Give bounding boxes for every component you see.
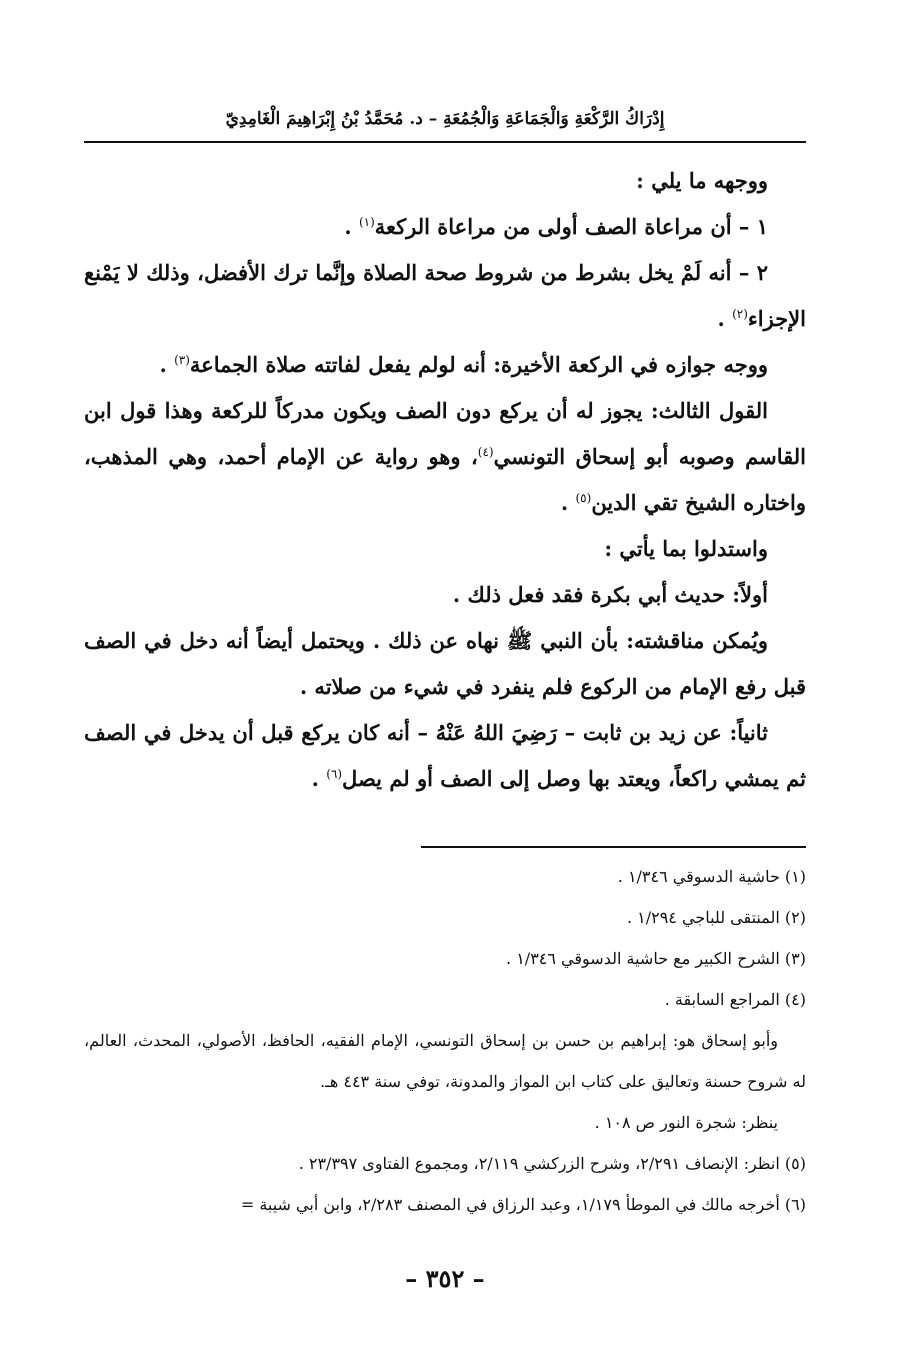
footnote-1: (١) حاشية الدسوقي ١/٣٤٦ . [617, 867, 806, 886]
footnote-4: (٤) المراجع السابقة . [664, 990, 806, 1009]
footnote-2: (٢) المنتقى للباجي ١/٢٩٤ . [626, 908, 806, 927]
second-evidence-text-b: – أنه كان يركع قبل أن يدخل في الصف ثم يمشي راكعاً، ويعتد بها وصل إلى الصف أو لم يصل [84, 720, 806, 791]
paragraph-evidence-intro [84, 526, 806, 572]
footnote-6: (٦) أخرجه مالك في الموطأ ١/١٧٩، وعبد الرزاق في المصنف ٢/٢٨٣، وابن أبي شيبة = [240, 1195, 806, 1214]
footnote-4-see: ينظر: شجرة النور ص ١٠٨ . [594, 1113, 778, 1132]
evidence-intro-text: واستدلوا بما يأتي : [604, 536, 768, 561]
discussion-text-a: ويُمكن مناقشته: بأن النبي [540, 628, 769, 653]
paragraph-point-2 [84, 250, 806, 342]
point-2-end: . [717, 306, 733, 331]
point-2-text: ٢ – أنه لَمْ يخل بشرط من شروط صحة الصلاة وإنَّما ترك الأفضل، وذلك لا يَمْنع الإجزاء [84, 260, 806, 331]
honorific-phrase: رَضِيَ اللهُ عَنْهُ [435, 720, 558, 745]
main-text [84, 158, 806, 802]
document-page [84, 0, 806, 1367]
paragraph-first-evidence [84, 572, 806, 618]
paragraph-second-evidence [84, 710, 806, 802]
footnote-ref-3[interactable]: (٣) [174, 353, 190, 367]
paragraph-discussion [84, 618, 806, 710]
footnote-ref-6[interactable]: (٦) [326, 767, 343, 781]
footnote-ref-2[interactable]: (٢) [732, 307, 748, 321]
point-1-text: ١ – أن مراعاة الصف أولى من مراعاة الركعة [374, 214, 768, 239]
paragraph-intro [84, 158, 806, 204]
paragraph-intro-text: ووجهه ما يلي : [636, 168, 768, 193]
salutation-glyph: ﷺ [506, 628, 533, 653]
footnote-3: (٣) الشرح الكبير مع حاشية الدسوقي ١/٣٤٦ . [506, 949, 806, 968]
last-rakah-text: ووجه جوازه في الركعة الأخيرة: أنه لولم يفعل لفاتته صلاة الجماعة [189, 352, 768, 377]
discussion-text-b: نهاه عن ذلك . ويحتمل أيضاً أنه دخل في الصف قبل رفع الإمام من الركوع فلم ينفرد في شيء من صلاته . [84, 628, 806, 699]
first-evidence-text: أولاً: حديث أبي بكرة فقد فعل ذلك . [452, 582, 768, 607]
footnotes [84, 856, 806, 1225]
second-evidence-end: . [311, 766, 327, 791]
footnote-4-note: وأبو إسحاق هو: إبراهيم بن حسن بن إسحاق التونسي، الإمام الفقيه، الحافظ، الأصولي، المحدث، العالم، له شروح حسنة وتعاليق على كتاب ابن المواز والمدونة، توفي سنة ٤٤٣ هـ. [84, 1031, 806, 1091]
third-opinion-text-b: ، وهو رواية عن الإمام أحمد، وهي المذهب، واختاره الشيخ تقي الدين [84, 444, 806, 515]
second-evidence-text-a: ثانياً: عن زيد بن ثابت – [564, 720, 769, 745]
paragraph-last-rakah [84, 342, 806, 388]
footnote-ref-5[interactable]: (٥) [575, 491, 592, 505]
last-rakah-end: . [159, 352, 175, 377]
footnote-5: (٥) انظر: الإنصاف ٢/٢٩١، وشرح الزركشي ٢/١١٩، ومجموع الفتاوى ٢٣/٣٩٧ . [298, 1154, 806, 1173]
point-1-end: . [344, 214, 359, 239]
running-header: إِدْرَاكُ الرَّكْعَةِ وَالْجَمَاعَةِ وَالْجُمُعَةِ – د. مُحَمَّدُ بْنُ إِبْرَاهِيمَ الْغَامِدِيّ [225, 109, 665, 129]
paragraph-third-opinion [84, 388, 806, 526]
footnote-ref-1[interactable]: (١) [358, 215, 375, 229]
footnote-rule [421, 846, 806, 848]
paragraph-point-1 [84, 204, 806, 250]
third-opinion-text-a: القول الثالث: يجوز له أن يركع دون الصف ويكون مدركاً للركعة وهذا قول ابن القاسم وصوبه أبو إسحاق التونسي [84, 398, 807, 469]
footnote-ref-4[interactable]: (٤) [477, 445, 494, 459]
third-opinion-end: . [560, 490, 576, 515]
header-rule [84, 141, 806, 143]
page-number: – ٣٥٢ – [405, 1264, 485, 1293]
